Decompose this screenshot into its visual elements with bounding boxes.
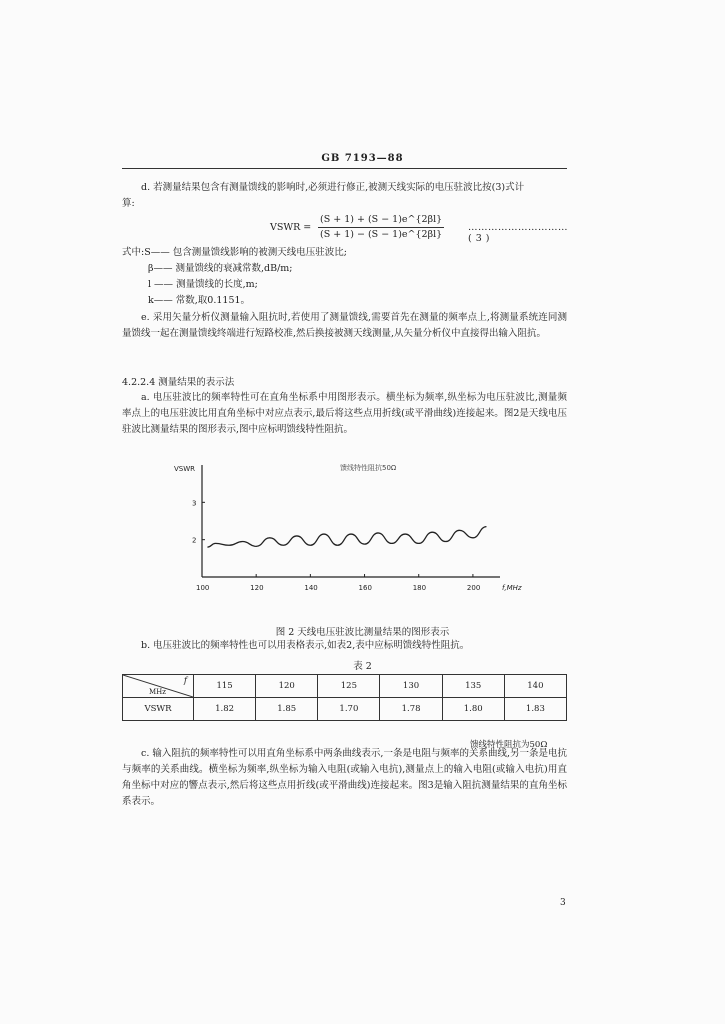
vswr-chart [170, 455, 530, 610]
vswr-cell: 1.83 [504, 698, 566, 721]
paragraph-e-label: e. [141, 312, 150, 323]
table-row-vswr [123, 698, 567, 721]
paragraph-c [122, 746, 567, 810]
freq-cell: 130 [380, 675, 442, 698]
vswr-cell: 1.78 [380, 698, 442, 721]
header-rule [122, 168, 567, 169]
paragraph-b [122, 638, 567, 654]
freq-cell: 140 [504, 675, 566, 698]
page-number: 3 [560, 898, 566, 908]
formula-numerator: (S + 1) + (S − 1)e^{2βl} [320, 214, 443, 225]
table-header-f: f [183, 676, 187, 686]
section-heading: 4.2.2.4 测量结果的表示法 [122, 377, 235, 388]
vswr-cell: 1.82 [194, 698, 256, 721]
paragraph-d-label: d. [141, 182, 151, 193]
x-tick-label: 120 [250, 584, 264, 592]
paragraph-a-text: 电压驻波比的频率特性可在直角坐标系中用图形表示。横坐标为频率,纵坐标为电压驻波比,测量频率点上的电压驻波比用直角坐标中对应点表示,最后将这些点用折线(或平滑曲线)连接起来。图2是天线电压驻波比测量结果的图形表示,图中应标明馈线特性阻抗。 [122, 392, 567, 435]
vswr-table [122, 674, 567, 721]
x-tick-label: 180 [412, 584, 427, 592]
paragraph-a [122, 390, 567, 438]
freq-cell: 120 [256, 675, 318, 698]
paragraph-d-text-2: 算: [122, 198, 135, 209]
definition-beta: β—— 测量馈线的衰减常数,dB/m; [148, 263, 293, 274]
freq-cell: 135 [442, 675, 504, 698]
table-header-mhz: MHz [149, 688, 166, 696]
paragraph-d-text-1: 若测量结果包含有测量馈线的影响时,必须进行修正,被测天线实际的电压驻波比按(3)式计 [153, 182, 525, 193]
paragraph-c-text: 输入阻抗的频率特性可以用直角坐标系中两条曲线表示,一条是电阻与频率的关系曲线,另一条是电抗与频率的关系曲线。横坐标为频率,纵坐标为输入电阻(或输入电抗),测量点上的输入电阻(或输入电抗)用直角坐标中对应的響点表示,然后将这些点用折线(或平滑曲线)连接起来。图3是输入阻抗测量结果的直角坐标系表示。 [122, 748, 567, 807]
table-row-frequency [123, 675, 567, 698]
vswr-chart-svg [170, 455, 530, 610]
vswr-cell: 1.85 [256, 698, 318, 721]
row-label-vswr: VSWR [123, 698, 194, 721]
definition-s: 式中:S—— 包含测量馈线影响的被测天线电压驻波比; [122, 247, 347, 258]
definition-k: k—— 常数,取0.1151。 [148, 295, 251, 306]
x-axis-label: f,MHz [502, 584, 522, 592]
formula-lhs: VSWR = [270, 222, 312, 233]
table-title: 表 2 [353, 661, 372, 672]
formula-denominator: (S + 1) − (S − 1)e^{2βl} [320, 229, 443, 240]
x-tick-label: 140 [304, 584, 318, 592]
equation-number: …………………………( 3 ) [468, 222, 568, 244]
paragraph-a-label: a. [141, 392, 150, 403]
vswr-series-line [207, 527, 486, 548]
y-axis-label: VSWR [174, 465, 196, 473]
freq-cell: 125 [318, 675, 380, 698]
paragraph-e [122, 310, 567, 342]
definition-l: l —— 测量馈线的长度,m; [148, 279, 258, 290]
vswr-cell: 1.80 [442, 698, 504, 721]
x-tick-label: 100 [196, 584, 210, 592]
paragraph-b-label: b. [141, 640, 151, 651]
paragraph-b-text: 电压驻波比的频率特性也可以用表格表示,如表2,表中应标明馈线特性阻抗。 [153, 640, 470, 651]
vswr-cell: 1.70 [318, 698, 380, 721]
y-tick-label: 2 [192, 536, 197, 545]
chart-annotation: 馈线特性阻抗50Ω [340, 464, 397, 472]
table-note: 馈线特性阻抗为50Ω [470, 740, 548, 750]
freq-cell: 115 [194, 675, 256, 698]
paragraph-e-text: 采用矢量分析仪测量输入阻抗时,若使用了测量馈线,需要首先在测量的频率点上,将测量系统连同测量馈线一起在测量馈线终端进行短路校准,然后换接被测天线测量,从矢量分析仪中直接得出输入阻抗。 [122, 312, 567, 339]
x-tick-label: 160 [358, 584, 372, 592]
standard-code: GB 7193—88 [321, 153, 404, 164]
table-header-cell [123, 675, 194, 698]
paragraph-d [122, 180, 567, 212]
vswr-formula [270, 212, 570, 244]
paragraph-c-label: c. [141, 748, 150, 759]
y-tick-label: 3 [192, 499, 197, 508]
fraction-bar [318, 227, 444, 228]
figure-caption: 图 2 天线电压驻波比测量结果的图形表示 [275, 627, 450, 638]
x-tick-label: 200 [466, 584, 481, 592]
